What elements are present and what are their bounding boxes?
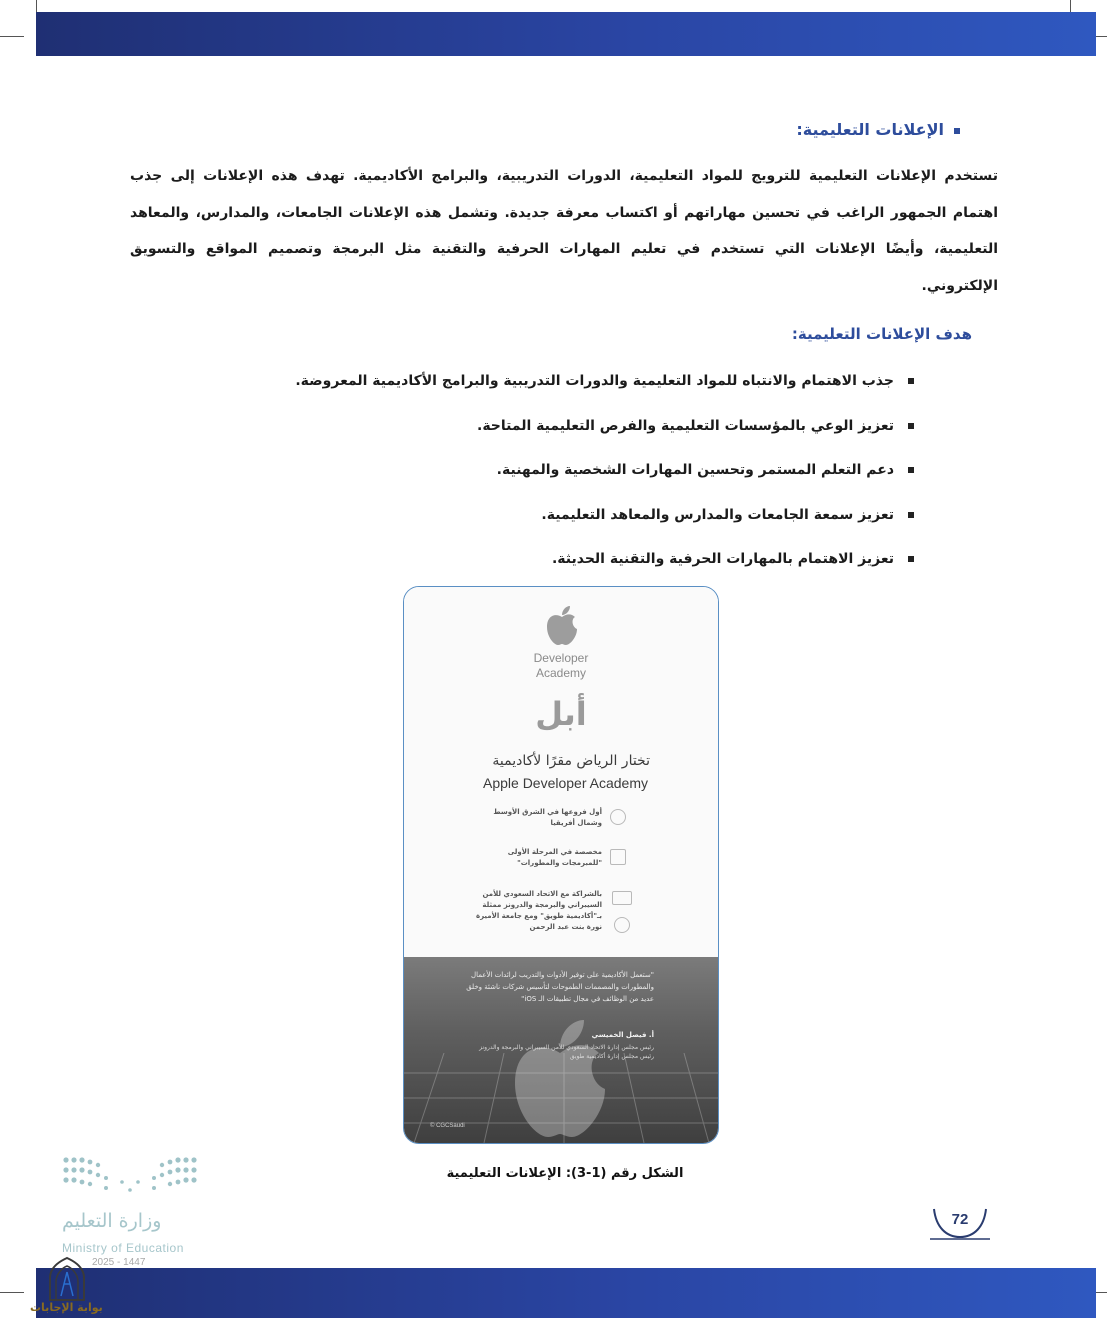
- figure-caption: الشكل رقم (1-3): الإعلانات التعليمية: [446, 1166, 684, 1181]
- list-item: جذب الاهتمام والانتباه للمواد التعليمية والدورات التدريبية والبرامج الأكاديمية المعروضة.: [214, 366, 914, 411]
- partner-logo-icon: [612, 891, 632, 905]
- list-item: دعم التعلم المستمر وتحسين المهارات الشخصية والمهنية.: [214, 455, 914, 500]
- ministry-name-english: Ministry of Education: [62, 1241, 184, 1255]
- section-heading: [796, 120, 960, 139]
- poster-feature: بالشراكة مع الاتحاد السعودي للأمن السيبراني والبرمجة والدرونز ممثلة بـ"أكاديمية طويق" ومع جامعة الأميرة نورة بنت عبد الرحمن: [475, 890, 602, 931]
- list-item: تعزيز الاهتمام بالمهارات الحرفية والتقنية الحديثة.: [214, 544, 914, 589]
- top-header-band: [36, 12, 1096, 56]
- goals-heading: هدف الإعلانات التعليمية:: [791, 325, 972, 343]
- bottom-footer-band: [36, 1268, 1096, 1318]
- location-pin-icon: [610, 809, 626, 825]
- watermark-text: بوابة الإجابات: [30, 1301, 103, 1314]
- list-item: تعزيز سمعة الجامعات والمدارس والمعاهد التعليمية.: [214, 500, 914, 545]
- quote-author: أ. فيصل الخميسي: [591, 1031, 654, 1039]
- bullet-square-icon: [908, 423, 914, 429]
- section-heading-text: الإعلانات التعليمية:: [796, 120, 944, 139]
- apple-logo-icon: [545, 605, 579, 645]
- section-paragraph: تستخدم الإعلانات التعليمية للترويج للمواد التعليمية، الدورات التدريبية، والبرامج الأكاديمية. تهدف هذه الإعلانات إلى جذب اهتمام الجمهور الراغب في تحسين مهاراتهم أو اكتساب معرفة جديدة. وتشمل هذه الإعلانات الجامعات، والمدارس، والمعاهد التعليمية، وأيضًا الإعلانات التي تستخدم في تعليم المهارات الحرفية والتقنية مثل البرمجة وتصميم المواقع والتسويق الإلكتروني.: [130, 168, 998, 294]
- poster-feature: مخصصة في المرحلة الأولى "للمبرمجات والمطورات": [507, 848, 602, 867]
- bullet-square-icon: [908, 467, 914, 473]
- bullet-square-icon: [908, 378, 914, 384]
- quote-author-role: رئيس مجلس إدارة الاتحاد السعودي للأمن السيبراني والبرمجة والدرونز رئيس مجلس إدارة أكاديمية طويق: [479, 1044, 654, 1060]
- advertisement-poster-image: [403, 586, 719, 1144]
- crop-mark: [0, 1292, 24, 1293]
- ministry-year: 2025 - 1447: [92, 1257, 146, 1268]
- poster-feature: أول فروعها في الشرق الأوسط وشمال أفريقيا: [493, 808, 602, 827]
- poster-subheadline: Apple Developer Academy: [483, 775, 648, 791]
- crop-mark: [0, 36, 24, 37]
- bullet-square-icon: [954, 128, 960, 134]
- people-icon: [610, 849, 626, 865]
- developer-academy-wordmark: Developer Academy: [533, 651, 589, 680]
- university-seal-icon: [614, 917, 630, 933]
- goals-list: [214, 366, 914, 589]
- poster-big-title: أبل: [535, 695, 587, 733]
- bullet-square-icon: [908, 556, 914, 562]
- ministry-logo-dots-icon: [60, 1154, 200, 1198]
- poster-top-panel: [404, 587, 718, 957]
- poster-copyright: © CGCSaudi: [430, 1123, 465, 1129]
- poster-bottom-panel: [404, 957, 718, 1143]
- bullet-square-icon: [908, 512, 914, 518]
- poster-headline: تختار الرياض مقرًا لأكاديمية: [492, 753, 650, 769]
- list-item: تعزيز الوعي بالمؤسسات التعليمية والفرص التعليمية المتاحة.: [214, 411, 914, 456]
- page-number: 72: [951, 1211, 969, 1228]
- ministry-name-arabic: وزارة التعليم: [62, 1210, 162, 1232]
- poster-quote: "ستعمل الأكاديمية على توفير الأدوات والتدريب لرائدات الأعمال والمطورات والمصممات الطموحات لتأسيس شركات ناشئة وخلق عديد من الوظائف في مجال تطبيقات الـ iOS": [466, 971, 654, 1003]
